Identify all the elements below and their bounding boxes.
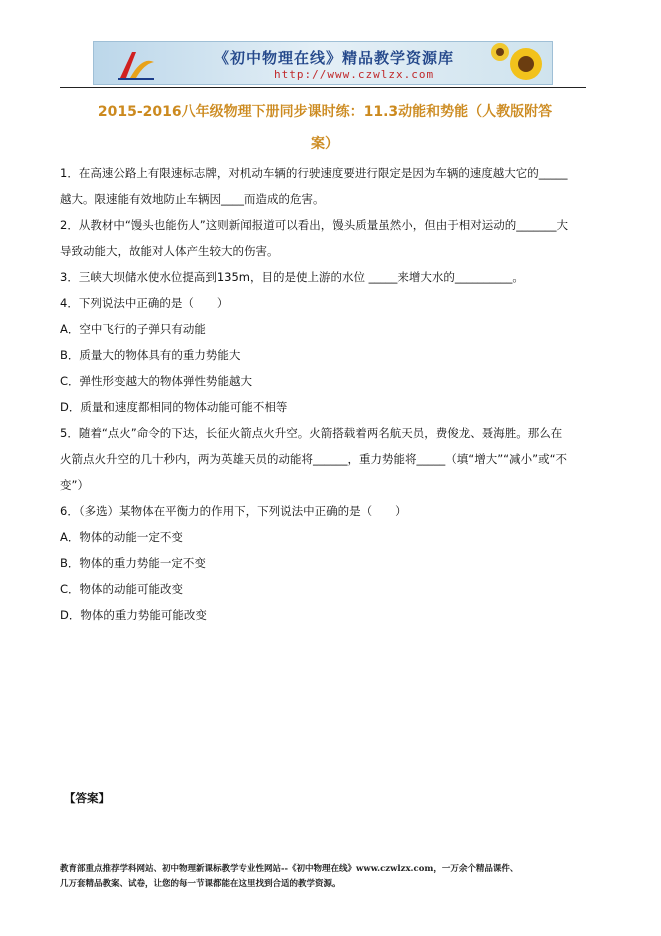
page-footer [60,862,590,892]
text-line: 越大。限速能有效地防止车辆因____而造成的危害。 [60,192,325,206]
header-banner [93,41,553,85]
text-line: 变”） [60,478,89,492]
option-line: B．质量大的物体具有的重力势能大 [60,348,241,362]
title-line-1: 2015-2016八年级物理下册同步课时练：11.3动能和势能（人教版附答 [97,104,553,120]
sunflower-icon [488,42,548,85]
footer-line-2: 几万套精品教案、试卷，让您的每一节课都能在这里找到合适的教学资源。 [60,879,341,889]
text-line: 1．在高速公路上有限速标志牌，对机动车辆的行驶速度要进行限定是因为车辆的速度越大它的_____ [60,166,568,180]
document-title [60,96,590,160]
banner-url: http://www.czwlzx.com [274,68,435,81]
option-line: C．物体的动能可能改变 [60,582,184,596]
banner-title: 《初中物理在线》精品教学资源库 [214,49,455,67]
option-line: A．空中飞行的子弹只有动能 [60,322,206,336]
option-line: D．质量和速度都相同的物体动能可能不相等 [60,400,288,414]
text-line: 2．从教材中“馒头也能伤人”这则新闻报道可以看出，馒头质量虽然小，但由于相对运动的_______大 [60,218,568,232]
text-line: 3．三峡大坝储水使水位提高到135m，目的是使上游的水位 _____来增大水的__________。 [60,270,524,284]
site-logo [114,48,158,82]
option-line: D．物体的重力势能可能改变 [60,608,207,622]
footer-line-1: 教育部重点推荐学科网站、初中物理新课标教学专业性网站--《初中物理在线》www.czwlzx.com，一万余个精品课件、 [60,864,519,874]
header-divider [60,87,586,88]
option-line: B．物体的重力势能一定不变 [60,556,206,570]
text-line: 火箭点火升空的几十秒内，两为英雄天员的动能将______，重力势能将_____（填“增大”“减小”或“不 [60,452,568,466]
text-line: 5．随着“点火”命令的下达，长征火箭点火升空。火箭搭载着两名航天员，费俊龙、聂海胜。那么在 [60,426,563,440]
option-line: A．物体的动能一定不变 [60,530,183,544]
text-line: 导致动能大，故能对人体产生较大的伤害。 [60,244,279,258]
text-line: 6．（多选）某物体在平衡力的作用下，下列说法中正确的是（ ） [60,504,407,518]
answer-heading: 【答案】 [64,791,110,805]
question-content [60,160,585,628]
text-line: 4．下列说法中正确的是（ ） [60,296,229,310]
title-line-2: 案） [311,136,339,152]
option-line: C．弹性形变越大的物体弹性势能越大 [60,374,253,388]
